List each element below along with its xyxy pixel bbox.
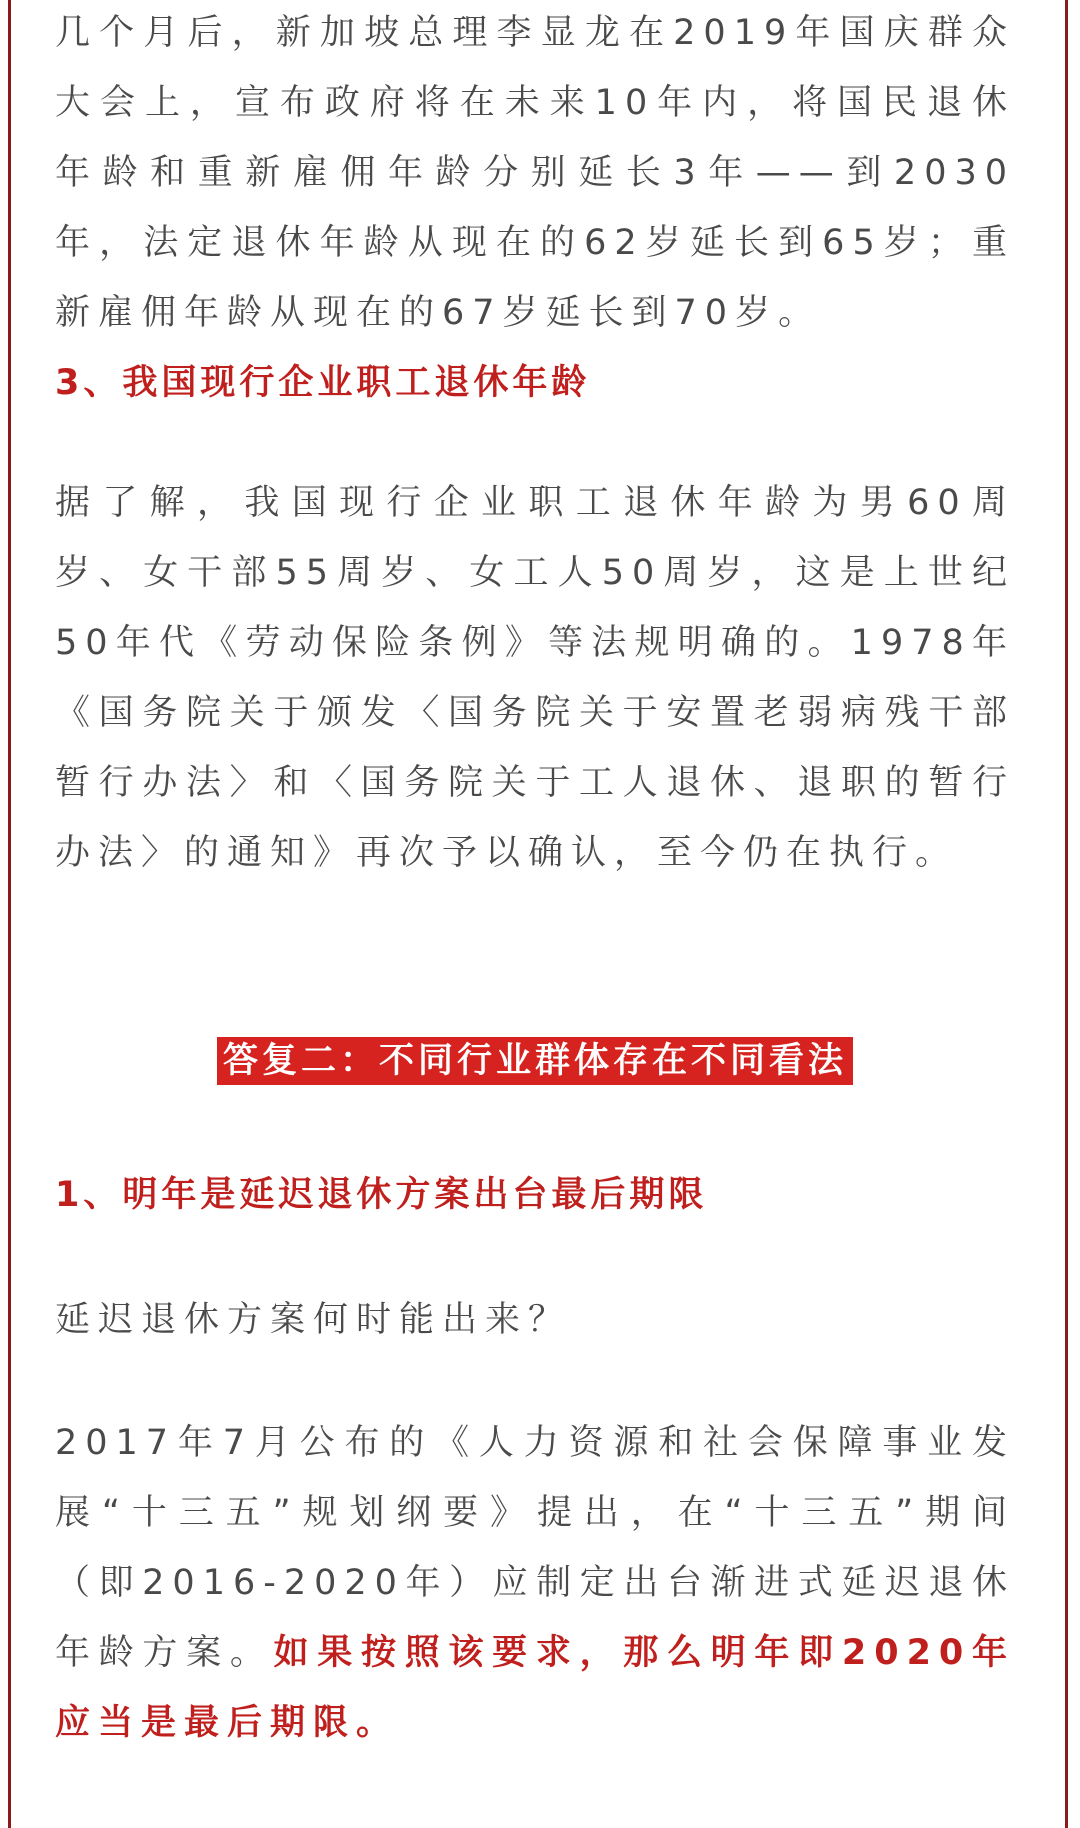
paragraph-plan-outline	[55, 1408, 1015, 1758]
paragraph-singapore-retirement: 几个月后，新加坡总理李显龙在2019年国庆群众大会上，宣布政府将在未来10年内，将国民退休年龄和重新雇佣年龄分别延长3年——到2030年，法定退休年龄从现在的62岁延长到65岁；重新雇佣年龄从现在的67岁延长到70岁。	[55, 13, 1015, 333]
answer-two-banner: 答复二：不同行业群体存在不同看法	[217, 1037, 853, 1085]
left-frame-border	[8, 0, 11, 1828]
plan-outline-text: 2017年7月公布的《人力资源和社会保障事业发展“十三五”规划纲要》提出，在“十三五”期间（即2016-2020年）应制定出台渐进式延迟退休年龄方案。	[55, 1423, 1015, 1673]
section-heading-current-retirement-age: 3、我国现行企业职工退休年龄	[55, 363, 591, 403]
section-heading-deadline: 1、明年是延迟退休方案出台最后期限	[55, 1175, 708, 1215]
plan-deadline-emphasis: 如果按照该要求，那么明年即2020年应当是最后期限。	[55, 1633, 1015, 1743]
paragraph-question: 延迟退休方案何时能出来？	[55, 1300, 572, 1340]
right-frame-border	[1065, 0, 1068, 1828]
banner-container	[55, 1037, 1015, 1085]
paragraph-current-retirement-age: 据了解，我国现行企业职工退休年龄为男60周岁、女干部55周岁、女工人50周岁，这是上世纪50年代《劳动保险条例》等法规明确的。1978年《国务院关于颁发〈国务院关于安置老弱病残干部暂行办法〉和〈国务院关于工人退休、退职的暂行办法〉的通知》再次予以确认，至今仍在执行。	[55, 483, 1015, 873]
